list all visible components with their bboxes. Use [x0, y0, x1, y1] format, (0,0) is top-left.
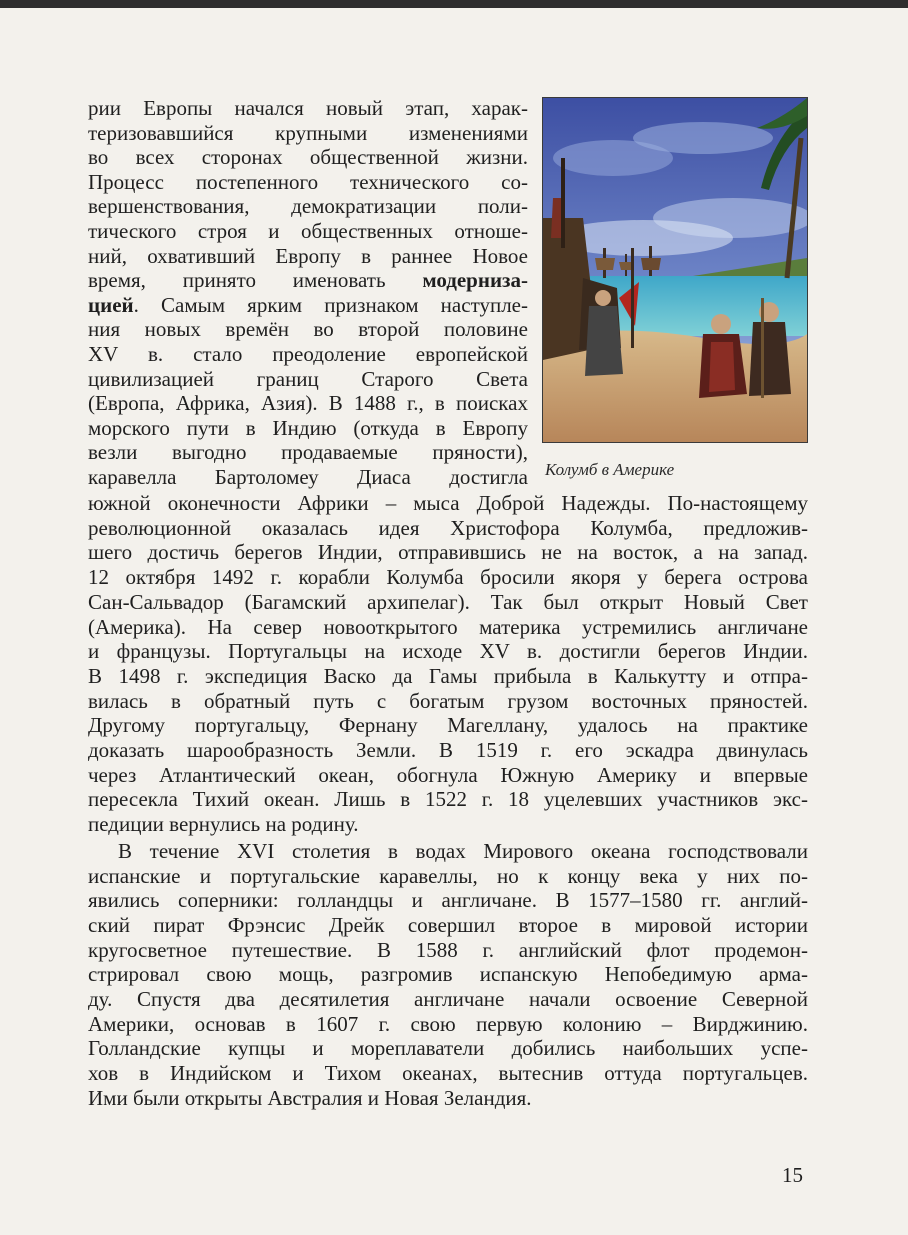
text-line: ний, охвативший Европу в раннее Новое [88, 243, 528, 268]
text-line: пересекла Тихий океан. Лишь в 1522 г. 18 уцелевших участников экс- [88, 787, 808, 812]
text-line: доказать шарообразность Земли. В 1519 г. его эскадра двинулась [88, 738, 808, 763]
text-line: вилась в обратный путь с богатым грузом восточных пряностей. [88, 688, 808, 713]
text-line: и французы. Португальцы на исходе XV в. достигли берегов Индии. [88, 639, 808, 664]
text-line: В 1498 г. экспедиция Васко да Гамы прибыла в Калькутту и отпра- [88, 663, 808, 688]
text-line: Другому португальцу, Фернану Магеллану, удалось на практике [88, 713, 808, 738]
text-line: стрировал свою мощь, разгромив испанскую Непобедимую арма- [88, 962, 808, 987]
text-line: 12 октября 1492 г. корабли Колумба бросили якоря у берега острова [88, 565, 808, 590]
text-line: Сан-Сальвадор (Багамский архипелаг). Так был открыт Новый Свет [88, 589, 808, 614]
text-line: испанские и португальские каравеллы, но к концу века у них по- [88, 863, 808, 888]
text-line: революционной оказалась идея Христофора Колумба, предложив- [88, 515, 808, 540]
text-line: В течение XVI столетия в водах Мирового океана господствовали [118, 838, 808, 863]
text-line: рии Европы начался новый этап, харак- [88, 96, 528, 120]
text-line: (Европа, Африка, Азия). В 1488 г., в поисках [88, 391, 528, 416]
text-line: (Америка). На север новооткрытого материка устремились англичане [88, 614, 808, 639]
text-line: кругосветное путешествие. В 1588 г. английский флот продемон- [88, 937, 808, 962]
illustration-drawing [543, 98, 807, 442]
text-line: тического строя и общественных отноше- [88, 218, 528, 243]
text-line: Ими были открыты Австралия и Новая Зеландия. [88, 1085, 532, 1110]
text-line: каравелла Бартоломеу Диаса достигла [88, 464, 528, 489]
text-column-with-figure [88, 96, 528, 490]
text-line: Америки, основав в 1607 г. свою первую колонию – Вирджинию. [88, 1011, 808, 1036]
text-line: педиции вернулись на родину. [88, 812, 359, 837]
paragraph-2 [88, 839, 808, 1111]
term-modernization: модерниза- [422, 268, 528, 293]
text-line: хов в Индийском и Тихом океанах, вытеснив оттуда португальцев. [88, 1061, 808, 1086]
text-line: вершенствования, демократизации поли- [88, 194, 528, 219]
text-line: Голландские купцы и мореплаватели добились наибольших успе- [88, 1036, 808, 1061]
page-top-edge [0, 0, 908, 8]
term-modernization-end: цией [88, 292, 134, 317]
main-text-block [88, 491, 808, 1111]
text-line: время, принято именовать модерниза- [88, 268, 528, 293]
text-line: ский пират Фрэнсис Дрейк совершил второе в мировой истории [88, 912, 808, 937]
text-line: явились соперники: голландцы и англичане. В 1577–1580 гг. англий- [88, 888, 808, 913]
text-line: во всех сторонах общественной жизни. [88, 145, 528, 170]
text-line: Процесс постепенного технического со- [88, 169, 528, 194]
text-line: через Атлантический океан, обогнула Южную Америку и впервые [88, 762, 808, 787]
figure-caption: Колумб в Америке [545, 460, 675, 479]
page-number: 15 [782, 1163, 803, 1187]
text-line: ния новых времён во второй половине [88, 317, 528, 342]
text-line: везли выгодно продаваемые пряности), [88, 440, 528, 465]
text-line: морского пути в Индию (откуда в Европу [88, 415, 528, 440]
text-line: теризовавшийся крупными изменениями [88, 120, 528, 145]
text-line: цией. Самым ярким признаком наступле- [88, 292, 528, 317]
text-line: шего достичь берегов Индии, отправившись не на восток, а на запад. [88, 540, 808, 565]
text-line: ду. Спустя два десятилетия англичане начали освоение Северной [88, 987, 808, 1012]
text-line: цивилизацией границ Старого Света [88, 366, 528, 391]
text-line: XV в. стало преодоление европейской [88, 341, 528, 366]
columbus-illustration [542, 97, 808, 443]
text-line: южной оконечности Африки – мыса Доброй Надежды. По-настоящему [88, 491, 808, 515]
